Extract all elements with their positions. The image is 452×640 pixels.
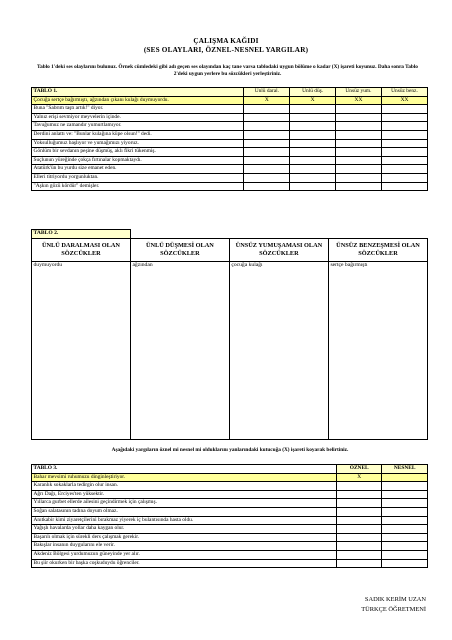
answer-cell[interactable]: X <box>290 96 336 105</box>
answer-cell[interactable] <box>290 173 336 182</box>
table-row <box>32 156 428 165</box>
answer-cell[interactable] <box>290 165 336 174</box>
answer-cell[interactable] <box>382 533 428 542</box>
col-header: Ünlü düş. <box>290 88 336 97</box>
answer-cell[interactable]: sertçe bağırmıştı <box>328 261 427 439</box>
answer-cell[interactable] <box>335 148 381 157</box>
signature-name: SADIK KERİM UZAN <box>364 596 426 603</box>
answer-cell[interactable] <box>381 173 427 182</box>
answer-cell[interactable] <box>244 130 290 139</box>
col-header: ÜNSÜZ BENZEŞMESİ OLAN SÖZCÜKLER <box>328 238 427 261</box>
table-2-header <box>32 238 428 261</box>
table-row <box>32 559 428 568</box>
answer-cell[interactable] <box>290 130 336 139</box>
table-row <box>32 482 428 491</box>
answer-cell[interactable] <box>337 482 382 491</box>
sentence: Buna "Sabrım taştı artık!" diyor. <box>32 105 244 114</box>
table-row <box>32 96 428 105</box>
answer-cell[interactable] <box>244 113 290 122</box>
sentence: Tavuğumuz ne zamandır yumurtlamıyor. <box>32 122 244 131</box>
statement: Soğan salatasının tadına doyum olmaz. <box>32 507 337 516</box>
sentence: Yoksulluğumuz başlıyor ve yumağımızı yiyoruz. <box>32 139 244 148</box>
answer-cell[interactable] <box>244 156 290 165</box>
table-row <box>32 516 428 525</box>
table-3-header <box>32 465 428 474</box>
statement: Anıtkabir kimi ziyaretçilerini bırakmaz yiyerek iç bulantısında hasta oldu. <box>32 516 337 525</box>
statement: Başarılı olmak için sürekli ders çalışmak gerekir. <box>32 533 337 542</box>
answer-cell[interactable]: X <box>244 96 290 105</box>
sentence: Yalnız erişi sevmiyor meyvelerin içinde. <box>32 113 244 122</box>
col-header: NESNEL <box>382 465 428 474</box>
answer-cell[interactable] <box>335 165 381 174</box>
statement: Bu şiir okurken bir başka coşkuduydu öğrenciler. <box>32 559 337 568</box>
col-header: Ünsüz yum. <box>335 88 381 97</box>
answer-cell[interactable] <box>335 113 381 122</box>
answer-cell[interactable] <box>290 105 336 114</box>
table-1 <box>31 87 428 191</box>
answer-cell[interactable] <box>244 148 290 157</box>
statement: Yıllarca gurbet ellerde ailesini geçindirmek için çalışmış. <box>32 499 337 508</box>
answer-cell[interactable] <box>337 533 382 542</box>
answer-cell[interactable] <box>337 559 382 568</box>
table-row <box>32 499 428 508</box>
statement: Ağrı Dağı, Erciyes'ten yüksektir. <box>32 490 337 499</box>
table-row <box>32 507 428 516</box>
table-2 <box>31 229 428 440</box>
sentence: Derdini anlattı ve: "Bunlar kulağına küpe olsun!" dedi. <box>32 130 244 139</box>
answer-cell[interactable] <box>381 139 427 148</box>
table-2-body <box>32 261 428 439</box>
answer-cell[interactable] <box>381 182 427 191</box>
answer-cell[interactable] <box>290 122 336 131</box>
answer-cell[interactable] <box>335 122 381 131</box>
answer-cell[interactable] <box>382 473 428 482</box>
table-row <box>32 139 428 148</box>
answer-cell[interactable] <box>382 559 428 568</box>
table-row <box>32 113 428 122</box>
answer-cell[interactable] <box>382 542 428 551</box>
answer-cell[interactable] <box>381 156 427 165</box>
statement: Yağışlı havalarda yollar daha kaygan olur. <box>32 525 337 534</box>
page-title: ÇALIŞMA KAĞIDI <box>193 37 259 45</box>
table-row <box>32 165 428 174</box>
table-3-title: TABLO 3. <box>32 465 337 474</box>
answer-cell[interactable] <box>335 105 381 114</box>
answer-cell[interactable] <box>382 525 428 534</box>
answer-cell[interactable] <box>381 165 427 174</box>
answer-cell[interactable] <box>335 130 381 139</box>
col-header: Ünsüz benz. <box>381 88 427 97</box>
answer-cell[interactable] <box>335 182 381 191</box>
table-2-label-row <box>32 230 428 239</box>
signature-role: TÜRKÇE ÖĞRETMENİ <box>361 606 426 613</box>
answer-cell[interactable] <box>244 182 290 191</box>
answer-cell[interactable] <box>337 499 382 508</box>
answer-cell[interactable] <box>381 122 427 131</box>
table-3 <box>31 464 428 568</box>
table-row <box>32 473 428 482</box>
col-header: ÜNSÜZ YUMUŞAMASI OLAN SÖZCÜKLER <box>229 238 328 261</box>
instruction-1: Tablo 1'deki ses olaylarını bulunuz. Örnek cümledeki gibi adı geçen ses olayından kaç tane varsa tablodaki uygun bölüme o kadar (X) işareti koyunuz. Daha sonra Tablo 2'deki uygun yerlere bu sözcükleri yerleştiriniz. <box>37 64 418 77</box>
statement: Bahar mevsimi ruhumuzu dinginleştiriyor. <box>32 473 337 482</box>
answer-cell[interactable] <box>382 516 428 525</box>
answer-cell[interactable] <box>382 507 428 516</box>
answer-cell[interactable]: duymuyordu <box>32 261 131 439</box>
answer-cell[interactable] <box>381 113 427 122</box>
answer-cell[interactable] <box>335 156 381 165</box>
instruction-3: Aşağıdaki yargıların öznel mi nesnel mi olduklarını yanlarındaki kutucuğa (X) işareti koyarak belirtiniz. <box>111 447 349 453</box>
statement: Karanlık sokaklarla tedirgin olur insan. <box>32 482 337 491</box>
answer-cell[interactable] <box>337 550 382 559</box>
answer-cell[interactable]: çocuğa kulağı <box>229 261 328 439</box>
sentence: Elleri titriyordu yorgunluktan. <box>32 173 244 182</box>
answer-cell[interactable]: XX <box>381 96 427 105</box>
answer-cell[interactable] <box>244 105 290 114</box>
table-row <box>32 173 428 182</box>
answer-cell[interactable] <box>244 139 290 148</box>
col-header: ÖZNEL <box>337 465 382 474</box>
table-row <box>32 542 428 551</box>
table-row <box>32 533 428 542</box>
answer-cell[interactable] <box>381 105 427 114</box>
answer-cell[interactable] <box>337 490 382 499</box>
col-header: ÜNLÜ DÜŞMESİ OLAN SÖZCÜKLER <box>130 238 229 261</box>
answer-cell[interactable] <box>290 113 336 122</box>
table-2-title: TABLO 2. <box>32 230 131 239</box>
answer-cell[interactable] <box>382 550 428 559</box>
col-header: Ünlü daral. <box>244 88 290 97</box>
col-header: ÜNLÜ DARALMASI OLAN SÖZCÜKLER <box>32 238 131 261</box>
answer-cell[interactable] <box>382 482 428 491</box>
answer-cell[interactable] <box>290 156 336 165</box>
sentence: Suçlunun yüreğinde çokça fırtınalar kopmaktaydı. <box>32 156 244 165</box>
table-row <box>32 490 428 499</box>
answer-cell[interactable] <box>337 542 382 551</box>
answer-cell[interactable] <box>382 490 428 499</box>
answer-cell[interactable] <box>335 173 381 182</box>
table-1-title: TABLO 1. <box>32 88 244 97</box>
page-subtitle: (SES OLAYLARI, ÖZNEL-NESNEL YARGILAR) <box>143 46 309 54</box>
table-2-blank <box>130 230 427 239</box>
answer-cell[interactable] <box>244 173 290 182</box>
table-row <box>32 105 428 114</box>
answer-cell[interactable] <box>290 182 336 191</box>
answer-cell[interactable] <box>381 148 427 157</box>
answer-cell[interactable] <box>381 130 427 139</box>
table-row <box>32 148 428 157</box>
table-row <box>32 182 428 191</box>
answer-cell[interactable] <box>337 516 382 525</box>
answer-cell[interactable] <box>290 148 336 157</box>
answer-cell[interactable] <box>290 139 336 148</box>
table-row <box>32 122 428 131</box>
answer-cell[interactable]: ağzından <box>130 261 229 439</box>
sentence: Gönlüm bir sevdanın peşine düşmüş, aklı fikri tükenmiş. <box>32 148 244 157</box>
answer-cell[interactable] <box>382 499 428 508</box>
statement: Bakışlar insanın duygularını ele verir. <box>32 542 337 551</box>
table-row <box>32 130 428 139</box>
answer-cell[interactable] <box>244 122 290 131</box>
answer-cell[interactable] <box>335 139 381 148</box>
answer-cell[interactable]: X <box>337 473 382 482</box>
answer-cell[interactable] <box>244 165 290 174</box>
answer-cell[interactable]: XX <box>335 96 381 105</box>
table-1-header <box>32 88 428 97</box>
table-row <box>32 525 428 534</box>
sentence: "Aşkın gözü kördür" demişler. <box>32 182 244 191</box>
answer-cell[interactable] <box>337 507 382 516</box>
statement: Akdeniz Bölgesi yurdumuzun güneyinde yer alır. <box>32 550 337 559</box>
answer-cell[interactable] <box>337 525 382 534</box>
table-row <box>32 550 428 559</box>
sentence: Çocuğa sertçe bağırmıştı, ağzından çıkanı kulağı duymuyordu. <box>32 96 244 105</box>
sentence: Atatürk'ün bu yurdu size emanet eden. <box>32 165 244 174</box>
